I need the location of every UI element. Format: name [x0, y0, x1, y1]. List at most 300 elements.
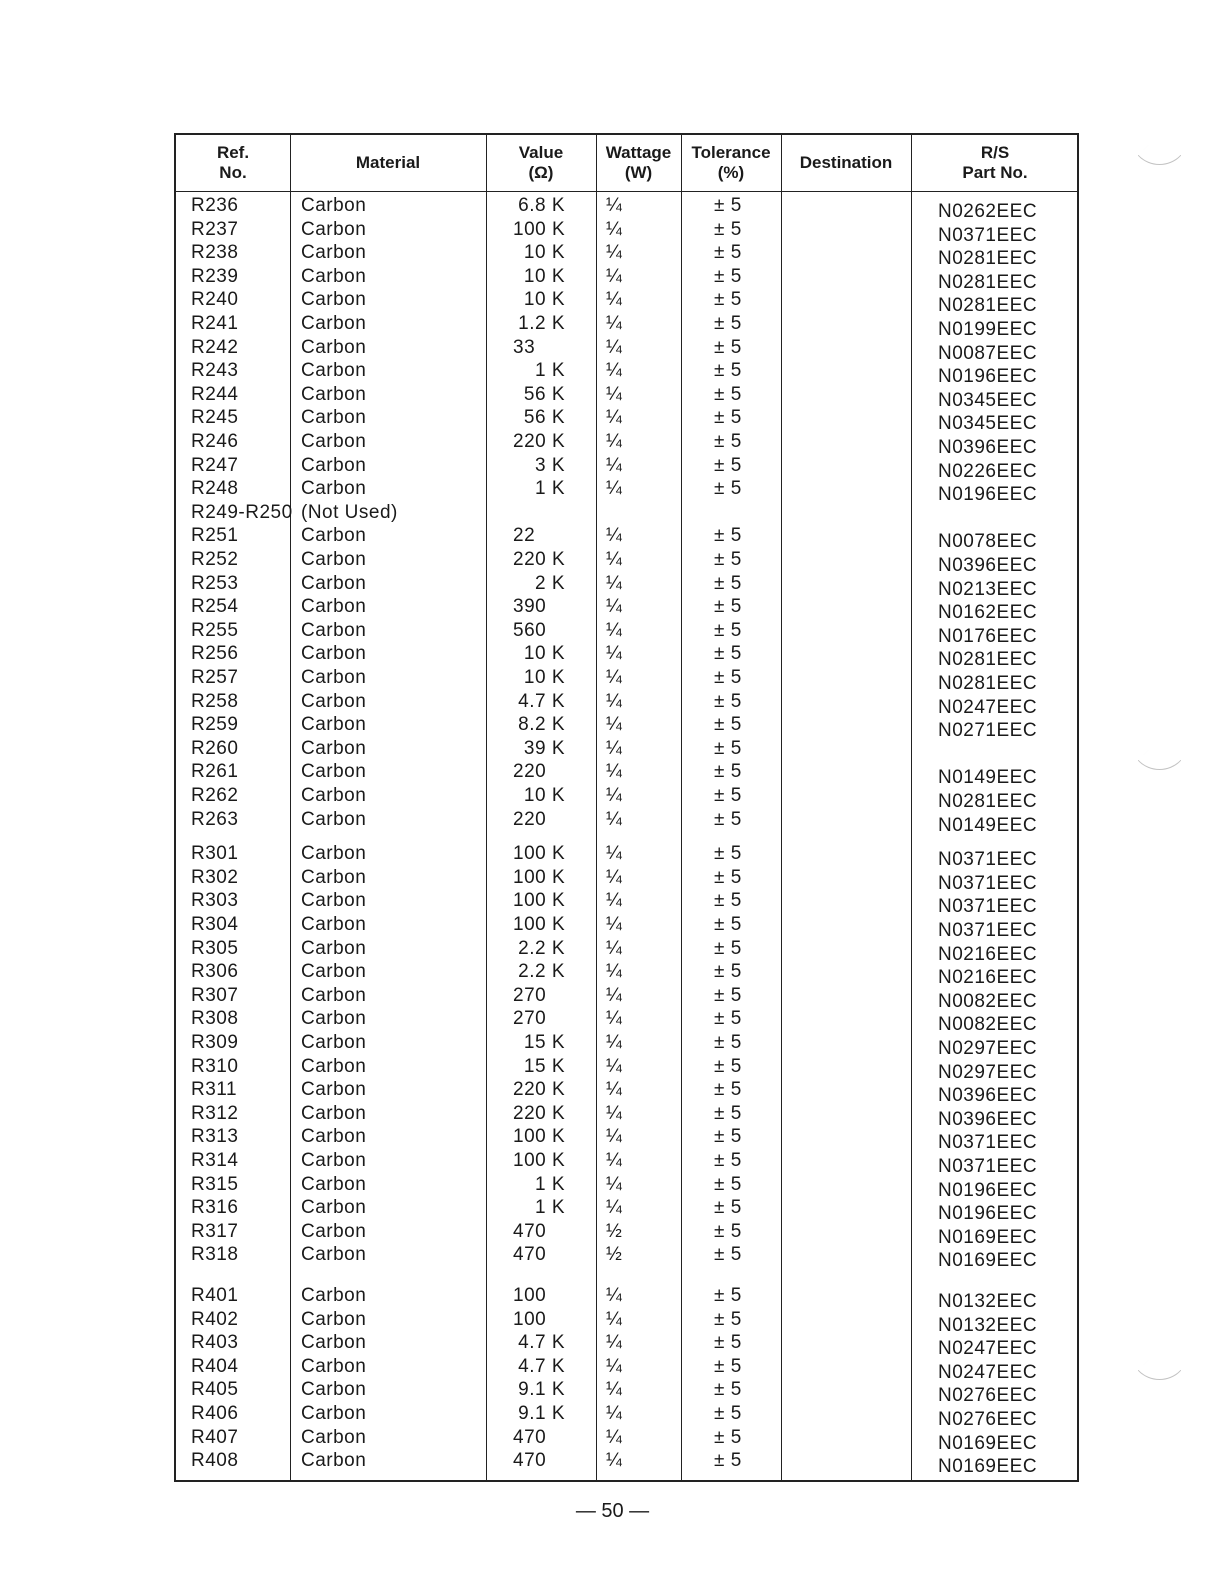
tolerance-cell: ± 5 [714, 242, 742, 264]
value-cell: 220 [513, 761, 547, 783]
material-cell: Carbon [301, 785, 367, 806]
part-number-cell: N0345EEC [938, 413, 1038, 435]
wattage-cell: ¼ [606, 218, 623, 240]
material-cell: Carbon [301, 714, 367, 736]
part-number-cell: N0371EEC [938, 896, 1038, 918]
tolerance-cell: ± 5 [714, 549, 742, 570]
wattage-cell: ¼ [606, 761, 623, 783]
value-cell: 100 K [513, 914, 566, 935]
ref-cell: R404 [191, 1355, 239, 1377]
wattage-cell: ¼ [606, 808, 623, 830]
header-ref-line2: No. [219, 163, 247, 182]
tolerance-cell: ± 5 [714, 572, 742, 594]
value-cell: 100 K [513, 843, 566, 865]
value-cell: 3 K [534, 454, 565, 476]
material-cell: Carbon [301, 1079, 367, 1101]
part-number-cell: N0216EEC [938, 943, 1038, 965]
material-cell: Carbon [301, 1055, 367, 1077]
wattage-cell: ¼ [606, 478, 623, 500]
tolerance-cell: ± 5 [714, 643, 742, 665]
tolerance-cell: ± 5 [714, 1055, 742, 1077]
wattage-cell: ¼ [606, 572, 623, 594]
tolerance-cell: ± 5 [714, 1197, 742, 1219]
table-row [176, 1126, 1077, 1154]
header-wattage [596, 135, 681, 191]
value-cell: 390 [513, 596, 547, 618]
header-tolerance [681, 135, 781, 191]
value-cell: 100 K [513, 890, 566, 912]
wattage-cell: ¼ [606, 1008, 623, 1030]
ref-cell: R251 [191, 525, 239, 547]
value-cell: 100 K [513, 1126, 566, 1148]
part-number-cell: N0196EEC [938, 1203, 1038, 1225]
header-destination-label: Destination [799, 153, 893, 172]
table-row [176, 866, 1077, 894]
tolerance-cell: ± 5 [714, 761, 742, 783]
header-ref-line1: Ref. [216, 143, 250, 162]
ref-cell: R248 [191, 478, 239, 500]
part-number-cell: N0371EEC [938, 872, 1038, 894]
tolerance-cell: ± 5 [714, 1008, 742, 1030]
tolerance-cell: ± 5 [714, 961, 742, 983]
wattage-cell: ¼ [606, 1150, 623, 1171]
table-row [176, 937, 1077, 965]
table-row [176, 1173, 1077, 1201]
ref-cell: R253 [191, 572, 239, 594]
part-number-cell: N0271EEC [938, 720, 1038, 742]
tolerance-cell: ± 5 [714, 1403, 742, 1424]
value-cell: 2.2 K [518, 961, 565, 983]
part-number-cell: N0396EEC [938, 437, 1038, 458]
wattage-cell: ¼ [606, 690, 623, 712]
table-row [176, 984, 1077, 1012]
material-cell: Carbon [301, 360, 367, 382]
table-row [176, 738, 1077, 762]
part-number-cell: N0281EEC [938, 295, 1038, 317]
page-number: — 50 — [575, 1500, 650, 1522]
part-number-cell: N0196EEC [938, 1179, 1038, 1201]
tolerance-cell: ± 5 [714, 360, 742, 382]
ref-cell: R405 [191, 1379, 239, 1401]
wattage-cell: ¼ [606, 785, 623, 806]
ref-cell: R315 [191, 1173, 239, 1195]
material-cell: Carbon [301, 1102, 367, 1124]
ref-cell: R310 [191, 1055, 239, 1077]
ref-cell: R261 [191, 761, 239, 783]
ref-cell: R318 [191, 1244, 239, 1266]
value-cell: 10 K [523, 265, 565, 287]
table-row [176, 1403, 1077, 1430]
ref-cell: R260 [191, 737, 239, 759]
table-row [176, 525, 1077, 553]
header-value [486, 135, 596, 191]
material-cell: Carbon [301, 407, 367, 429]
tolerance-cell: ± 5 [714, 218, 742, 240]
material-cell: Carbon [301, 1308, 367, 1330]
part-number-cell: N0132EEC [938, 1314, 1038, 1336]
tolerance-cell: ± 5 [714, 1308, 742, 1330]
ref-cell: R246 [191, 431, 239, 452]
material-cell: Carbon [301, 984, 367, 1006]
value-cell: 220 K [513, 549, 566, 570]
punch-hole-mark [1138, 134, 1182, 178]
ref-cell: R305 [191, 937, 239, 959]
value-cell: 39 K [523, 737, 565, 759]
value-cell: 100 K [513, 866, 566, 888]
part-number-cell: N0169EEC [938, 1226, 1038, 1248]
ref-cell: R263 [191, 808, 239, 830]
material-cell: Carbon [301, 549, 367, 570]
tolerance-cell: ± 5 [714, 890, 742, 912]
wattage-cell: ¼ [606, 525, 623, 547]
material-cell: Carbon [301, 1197, 367, 1219]
tolerance-cell: ± 5 [714, 336, 742, 358]
ref-cell: R240 [191, 289, 239, 311]
wattage-cell: ¼ [606, 643, 623, 665]
table-row [176, 313, 1077, 340]
value-cell: 15 K [523, 1032, 565, 1053]
wattage-cell: ¼ [606, 890, 623, 912]
part-number-cell: N0216EEC [938, 967, 1038, 989]
header-tolerance-line1: Tolerance [691, 143, 771, 162]
table-row [176, 1379, 1077, 1407]
table-row [176, 961, 1077, 989]
part-number-cell: N0149EEC [938, 814, 1038, 836]
material-cell: Carbon [301, 383, 367, 405]
part-number-cell: N0396EEC [938, 555, 1038, 576]
ref-cell: R308 [191, 1008, 239, 1030]
wattage-cell: ¼ [606, 619, 623, 641]
wattage-cell: ¼ [606, 1032, 623, 1053]
wattage-cell: ¼ [606, 1332, 623, 1354]
value-cell: 1 K [534, 1197, 565, 1219]
material-cell: Carbon [301, 1355, 367, 1377]
header-material [290, 135, 486, 191]
value-cell: 470 [513, 1426, 547, 1448]
table-row [176, 761, 1077, 789]
ref-cell: R406 [191, 1403, 239, 1424]
header-part-line1: R/S [980, 143, 1010, 162]
table-row [176, 690, 1077, 718]
wattage-cell: ¼ [606, 454, 623, 476]
wattage-cell: ¼ [606, 407, 623, 429]
value-cell: 470 [513, 1244, 547, 1266]
value-cell: 56 K [523, 383, 565, 405]
header-material-label: Material [355, 153, 421, 172]
header-tolerance-line2: (%) [717, 163, 745, 182]
part-number-cell: N0262EEC [938, 201, 1038, 222]
part-number-cell: N0281EEC [938, 248, 1038, 270]
value-cell: 560 [513, 619, 547, 641]
value-cell: 1 K [534, 360, 565, 382]
material-cell: Carbon [301, 478, 367, 500]
table-row [176, 1450, 1077, 1478]
ref-cell: R254 [191, 596, 239, 618]
part-number-cell: N0371EEC [938, 224, 1038, 246]
table-row [176, 1150, 1077, 1177]
table-row [176, 667, 1077, 694]
value-cell: 220 K [513, 1079, 566, 1101]
tolerance-cell: ± 5 [714, 866, 742, 888]
part-number-cell: N0199EEC [938, 319, 1038, 340]
wattage-cell: ¼ [606, 1126, 623, 1148]
value-cell: 220 [513, 808, 547, 830]
material-cell: Carbon [301, 619, 367, 641]
part-number-cell: N0396EEC [938, 1085, 1038, 1107]
wattage-cell: ¼ [606, 667, 623, 688]
ref-cell: R244 [191, 383, 239, 405]
value-cell: 270 [513, 984, 547, 1006]
tolerance-cell: ± 5 [714, 914, 742, 935]
tolerance-cell: ± 5 [714, 1032, 742, 1053]
ref-cell: R301 [191, 843, 239, 865]
wattage-cell: ¼ [606, 289, 623, 311]
wattage-cell: ¼ [606, 596, 623, 618]
part-number-cell: N0226EEC [938, 460, 1038, 482]
material-cell: Carbon [301, 1032, 367, 1053]
material-cell: Carbon [301, 914, 367, 935]
wattage-cell: ¼ [606, 336, 623, 358]
value-cell: 220 K [513, 431, 566, 452]
table-row [176, 265, 1077, 293]
part-number-cell: N0169EEC [938, 1432, 1038, 1454]
part-number-cell: N0371EEC [938, 849, 1038, 871]
tolerance-cell: ± 5 [714, 785, 742, 806]
material-cell: Carbon [301, 808, 367, 830]
wattage-cell: ¼ [606, 549, 623, 570]
punch-hole-mark [1138, 739, 1182, 783]
tolerance-cell: ± 5 [714, 714, 742, 736]
material-cell: Carbon [301, 1220, 367, 1242]
tolerance-cell: ± 5 [714, 454, 742, 476]
value-cell: 22 [513, 525, 536, 547]
tolerance-cell: ± 5 [714, 289, 742, 311]
material-cell: Carbon [301, 454, 367, 476]
table-row [176, 289, 1077, 317]
material-cell: Carbon [301, 1403, 367, 1424]
ref-cell: R257 [191, 667, 239, 688]
tolerance-cell: ± 5 [714, 1173, 742, 1195]
wattage-cell: ¼ [606, 1379, 623, 1401]
part-number-cell: N0196EEC [938, 484, 1038, 506]
part-number-cell: N0213EEC [938, 578, 1038, 600]
ref-cell: R256 [191, 643, 239, 665]
material-cell: Carbon [301, 313, 367, 334]
table-row [176, 1032, 1077, 1059]
tolerance-cell: ± 5 [714, 667, 742, 688]
material-cell: Carbon [301, 525, 367, 547]
value-cell: 4.7 K [518, 1355, 565, 1377]
ref-cell: R314 [191, 1150, 239, 1171]
ref-cell: R239 [191, 265, 239, 287]
table-row [176, 1220, 1077, 1248]
wattage-cell: ¼ [606, 383, 623, 405]
wattage-cell: ¼ [606, 1285, 623, 1306]
table-row [176, 1008, 1077, 1036]
table-row [176, 808, 1077, 836]
material-cell: Carbon [301, 737, 367, 759]
material-cell: Carbon [301, 690, 367, 712]
ref-cell: R245 [191, 407, 239, 429]
value-cell: 100 K [513, 1150, 566, 1171]
tolerance-cell: ± 5 [714, 1150, 742, 1171]
tolerance-cell: ± 5 [714, 984, 742, 1006]
tolerance-cell: ± 5 [714, 808, 742, 830]
header-part-no [911, 135, 1079, 191]
part-number-cell: N0281EEC [938, 673, 1038, 694]
part-number-cell: N0281EEC [938, 791, 1038, 812]
table-row [176, 572, 1077, 600]
ref-cell: R238 [191, 242, 239, 264]
tolerance-cell: ± 5 [714, 690, 742, 712]
tolerance-cell: ± 5 [714, 1102, 742, 1124]
ref-cell: R302 [191, 866, 239, 888]
material-cell: Carbon [301, 843, 367, 865]
ref-cell: R313 [191, 1126, 239, 1148]
value-cell: 10 K [523, 667, 565, 688]
wattage-cell: ¼ [606, 313, 623, 334]
value-cell: 9.1 K [518, 1379, 565, 1401]
wattage-cell: ¼ [606, 242, 623, 264]
ref-cell: R306 [191, 961, 239, 983]
value-cell: 10 K [523, 643, 565, 665]
ref-cell: R317 [191, 1220, 239, 1242]
ref-cell: R407 [191, 1426, 239, 1448]
tolerance-cell: ± 5 [714, 478, 742, 500]
tolerance-cell: ± 5 [714, 1355, 742, 1377]
tolerance-cell: ± 5 [714, 525, 742, 547]
table-row [176, 1079, 1077, 1107]
table-row [176, 360, 1077, 388]
material-cell: Carbon [301, 265, 367, 287]
material-cell: Carbon [301, 195, 367, 216]
ref-cell: R307 [191, 984, 239, 1006]
tolerance-cell: ± 5 [714, 1079, 742, 1101]
ref-cell: R303 [191, 890, 239, 912]
part-number-cell: N0371EEC [938, 920, 1038, 941]
ref-cell: R262 [191, 785, 239, 806]
header-value-line2: (Ω) [528, 163, 554, 182]
table-row [176, 914, 1077, 941]
header-destination [781, 135, 911, 191]
ref-cell: R252 [191, 549, 239, 570]
table-row [176, 431, 1077, 458]
value-cell: 6.8 K [518, 195, 565, 216]
part-number-cell: N0176EEC [938, 625, 1038, 647]
header-value-line1: Value [518, 143, 564, 162]
ref-cell: R236 [191, 195, 239, 216]
ref-cell: R309 [191, 1032, 239, 1053]
value-cell: 15 K [523, 1055, 565, 1077]
ref-cell: R258 [191, 690, 239, 712]
wattage-cell: ¼ [606, 195, 623, 216]
tolerance-cell: ± 5 [714, 1450, 742, 1472]
value-cell: 10 K [523, 242, 565, 264]
wattage-cell: ¼ [606, 431, 623, 452]
material-cell: Carbon [301, 431, 367, 452]
material-cell: Carbon [301, 218, 367, 240]
table-row [176, 643, 1077, 671]
material-cell: Carbon [301, 1379, 367, 1401]
punch-hole-mark [1138, 1349, 1182, 1393]
header-wattage-line1: Wattage [605, 143, 672, 162]
part-number-cell: N0297EEC [938, 1061, 1038, 1083]
material-cell: Carbon [301, 866, 367, 888]
tolerance-cell: ± 5 [714, 1379, 742, 1401]
tolerance-cell: ± 5 [714, 431, 742, 452]
part-number-cell: N0276EEC [938, 1409, 1038, 1430]
header-ref-no [176, 135, 290, 191]
table-row [176, 1055, 1077, 1083]
material-cell: Carbon [301, 336, 367, 358]
table-row [176, 407, 1077, 435]
part-number-cell: N0132EEC [938, 1291, 1038, 1312]
part-number-cell: N0169EEC [938, 1250, 1038, 1272]
tolerance-cell: ± 5 [714, 195, 742, 216]
wattage-cell: ¼ [606, 914, 623, 935]
material-cell: Carbon [301, 1426, 367, 1448]
material-cell: Carbon [301, 1126, 367, 1148]
ref-cell: R242 [191, 336, 239, 358]
tolerance-cell: ± 5 [714, 1332, 742, 1354]
material-cell: Carbon [301, 961, 367, 983]
wattage-cell: ¼ [606, 1450, 623, 1472]
wattage-cell: ¼ [606, 1173, 623, 1195]
table-row [176, 195, 1077, 222]
value-cell: 100 [513, 1285, 547, 1306]
value-cell: 2 K [534, 572, 565, 594]
value-cell: 56 K [523, 407, 565, 429]
part-number-cell: N0149EEC [938, 767, 1038, 789]
value-cell: 33 [513, 336, 536, 358]
value-cell: 2.2 K [518, 937, 565, 959]
table-row [176, 619, 1077, 647]
material-cell: Carbon [301, 643, 367, 665]
ref-cell: R312 [191, 1102, 239, 1124]
part-number-cell: N0345EEC [938, 389, 1038, 411]
ref-cell: R255 [191, 619, 239, 641]
wattage-cell: ¼ [606, 360, 623, 382]
part-number-cell: N0281EEC [938, 271, 1038, 293]
wattage-cell: ¼ [606, 1102, 623, 1124]
material-cell: Carbon [301, 667, 367, 688]
material-cell: Carbon [301, 572, 367, 594]
table-row [176, 714, 1077, 742]
value-cell: 1.2 K [518, 313, 565, 334]
ref-cell: R403 [191, 1332, 239, 1354]
value-cell: 100 K [513, 218, 566, 240]
ref-cell: R316 [191, 1197, 239, 1219]
wattage-cell: ¼ [606, 1197, 623, 1219]
table-row [176, 1426, 1077, 1454]
tolerance-cell: ± 5 [714, 383, 742, 405]
part-number-cell: N0371EEC [938, 1132, 1038, 1154]
material-cell: Carbon [301, 937, 367, 959]
wattage-cell: ¼ [606, 1308, 623, 1330]
part-number-cell: N0169EEC [938, 1456, 1038, 1478]
value-cell: 8.2 K [518, 714, 565, 736]
value-cell: 9.1 K [518, 1403, 565, 1424]
material-cell: Carbon [301, 1332, 367, 1354]
tolerance-cell: ± 5 [714, 1220, 742, 1242]
value-cell: 470 [513, 1450, 547, 1472]
wattage-cell: ¼ [606, 265, 623, 287]
part-number-cell: N0281EEC [938, 649, 1038, 671]
material-cell: Carbon [301, 596, 367, 618]
material-cell: Carbon [301, 1008, 367, 1030]
table-row [176, 502, 1077, 526]
table-row [176, 1197, 1077, 1225]
